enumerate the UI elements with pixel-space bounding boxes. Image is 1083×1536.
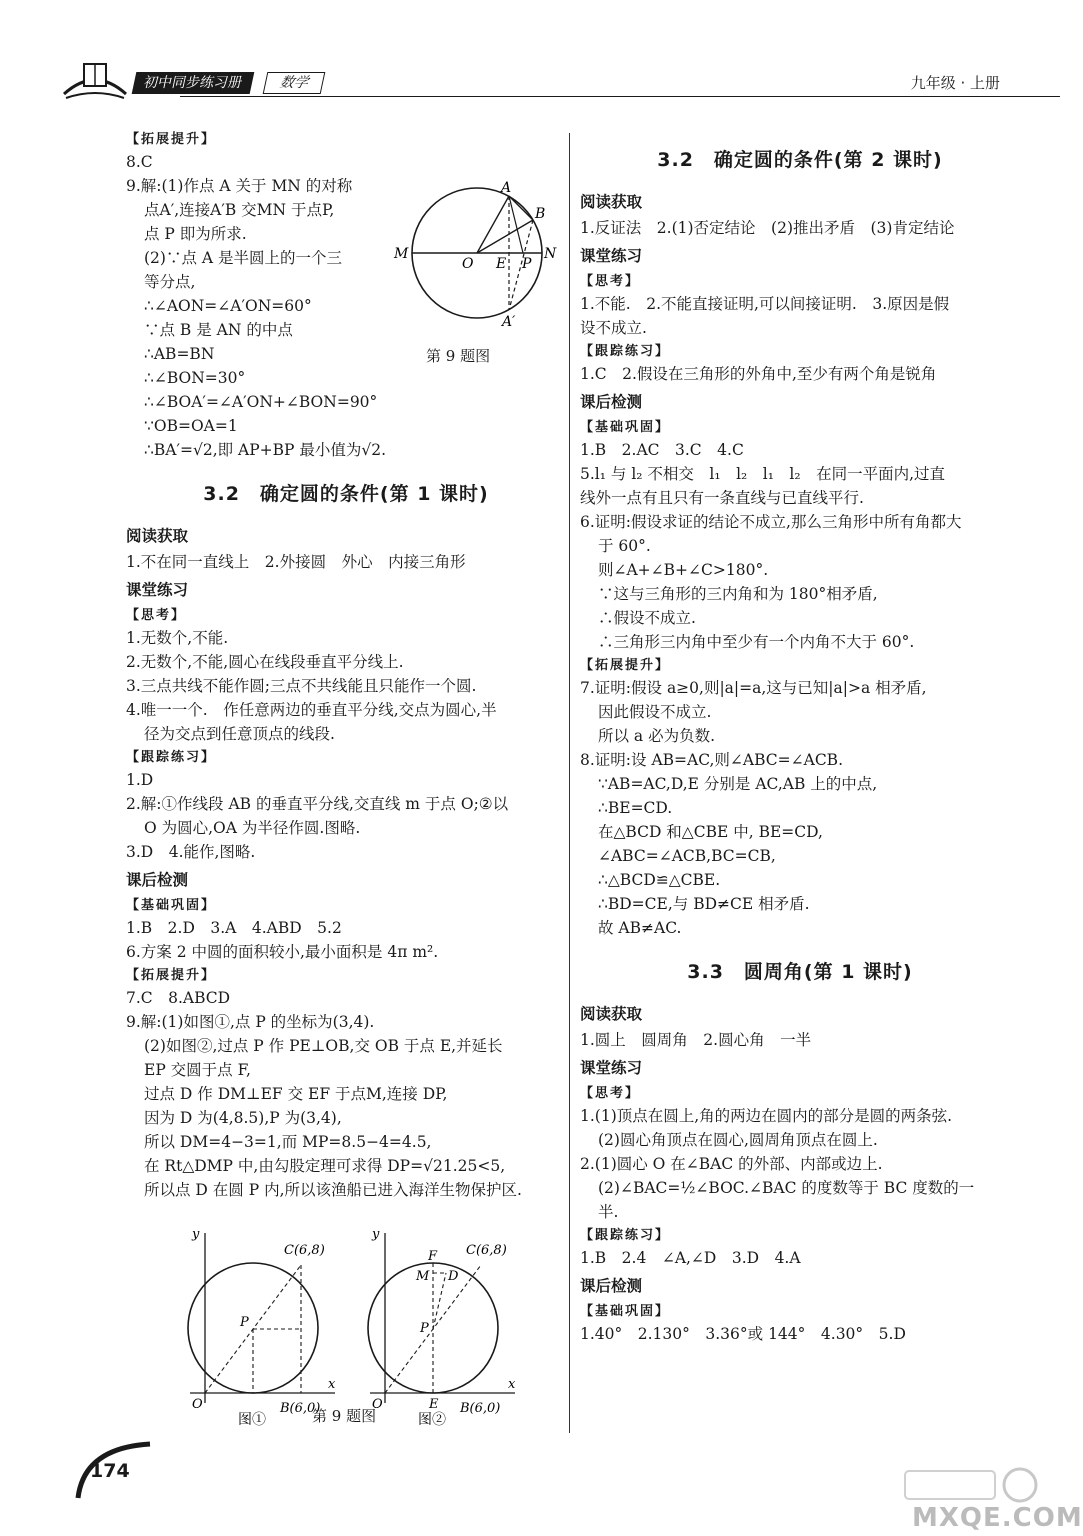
text-line: 故 AB≠AC. — [598, 919, 682, 937]
axis-x-label-2: x — [508, 1377, 516, 1392]
text-line: 点A′,连接A′B 交MN 于点P, — [144, 201, 335, 219]
subsection-tag: 【跟踪练习】 — [580, 1228, 671, 1243]
point-c-label-2: C(6,8) — [466, 1243, 507, 1258]
text-line: 1.不在同一直线上 2.外接圆 外心 内接三角形 — [126, 553, 466, 571]
point-d-label: D — [448, 1269, 459, 1284]
section-heading: 阅读获取 — [580, 193, 643, 211]
text-line: (2)∵点 A 是半圆上的一个三 — [144, 249, 343, 267]
point-m-label: M — [416, 1269, 430, 1284]
text-line: ∴△BCD≌△CBE. — [598, 871, 721, 889]
text-line: 线外一点有且只有一条直线与已直线平行. — [580, 489, 864, 507]
text-line: 7.证明:假设 a≥0,则|a|=a,这与已知|a|>a 相矛盾, — [580, 679, 927, 697]
label-e: E — [496, 256, 507, 272]
subsection-tag: 【思考】 — [580, 274, 641, 289]
point-p-label-2: P — [420, 1321, 429, 1336]
figure-2-label: 图② — [418, 1412, 446, 1428]
text-line: 半. — [598, 1203, 619, 1221]
point-f-label: F — [428, 1249, 438, 1264]
page-header — [60, 58, 1020, 102]
text-line: 1.40° 2.130° 3.36°或 144° 4.30° 5.D — [580, 1325, 906, 1343]
text-line: O 为圆心,OA 为半径作圆.图略. — [144, 819, 361, 837]
text-line: 1.B 2.4 ∠A,∠D 3.D 4.A — [580, 1249, 801, 1267]
text-line: ∴BE=CD. — [598, 799, 673, 817]
text-line: 1.B 2.D 3.A 4.ABD 5.2 — [126, 919, 342, 937]
subsection-tag: 【拓展提升】 — [126, 968, 217, 983]
text-line: 8.证明:设 AB=AC,则∠ABC=∠ACB. — [580, 751, 844, 769]
text-line: 1.不能. 2.不能直接证明,可以间接证明. 3.原因是假 — [580, 295, 950, 313]
text-line: ∴∠AON=∠A′ON=60° — [144, 297, 312, 315]
section-heading: 阅读获取 — [126, 527, 189, 545]
text-line: 因此假设不成立. — [598, 703, 712, 721]
subsection-tag: 【思考】 — [580, 1086, 641, 1101]
text-line: 5.l₁ 与 l₂ 不相交 l₁ l₂ l₁ l₂ 在同一平面内,过直 — [580, 465, 946, 483]
figure-q9-coordinates — [180, 1228, 520, 1428]
point-c-label-1: C(6,8) — [284, 1243, 325, 1258]
subsection-tag: 【基础巩固】 — [580, 1304, 671, 1319]
text-line: 1.D — [126, 771, 154, 789]
text-line: (2)∠BAC=½∠BOC.∠BAC 的度数等于 BC 度数的一 — [598, 1179, 975, 1197]
text-line: 1.C 2.假设在三角形的外角中,至少有两个角是锐角 — [580, 365, 937, 383]
section-heading: 课后检测 — [126, 871, 189, 889]
axis-y-label-1: y — [192, 1227, 200, 1242]
section-heading: 阅读获取 — [580, 1005, 643, 1023]
point-b-label-2: B(6,0) — [460, 1401, 501, 1416]
section-heading: 课后检测 — [580, 1277, 643, 1295]
text-line: 因为 D 为(4,8.5),P 为(3,4), — [144, 1109, 342, 1127]
axis-y-label-2: y — [372, 1227, 380, 1242]
section-title: 3.2 确定圆的条件(第 2 课时) — [657, 149, 943, 171]
text-line: 所以 a 必为负数. — [598, 727, 716, 745]
text-line: 于 60°. — [598, 537, 651, 555]
text-line: ∴∠BON=30° — [144, 369, 246, 387]
text-line: 3.D 4.能作,图略. — [126, 843, 256, 861]
figure-1-label: 图① — [238, 1412, 266, 1428]
text-line: EP 交圆于点 F, — [144, 1061, 251, 1079]
text-line: 1.(1)顶点在圆上,角的两边在圆内的部分是圆的两条弦. — [580, 1107, 953, 1125]
section-heading: 课堂练习 — [126, 581, 189, 599]
text-line: 所以点 D 在圆 P 内,所以该渔船已进入海洋生物保护区. — [144, 1181, 522, 1199]
text-line: ∵OB=OA=1 — [144, 417, 238, 435]
label-a-prime: A′ — [502, 314, 516, 330]
section-title: 3.3 圆周角(第 1 课时) — [687, 961, 913, 983]
text-line: 1.无数个,不能. — [126, 629, 229, 647]
text-line: 径为交点到任意顶点的线段. — [144, 725, 335, 743]
subsection-tag: 【思考】 — [126, 608, 187, 623]
text-line: 所以 DM=4−3=1,而 MP=8.5−4=4.5, — [144, 1133, 432, 1151]
point-p-label-1: P — [240, 1315, 249, 1330]
text-line: ∠ABC=∠ACB,BC=CB, — [598, 847, 776, 865]
text-line: (2)如图②,过点 P 作 PE⊥OB,交 OB 于点 E,并延长 — [144, 1037, 503, 1055]
text-line: 等分点, — [144, 273, 196, 291]
subject-label: 数学 — [263, 72, 326, 94]
text-line: 1.圆上 圆周角 2.圆心角 一半 — [580, 1031, 812, 1049]
figure-q9-circle — [392, 178, 562, 368]
text-line: ∴三角形三内角中至少有一个内角不大于 60°. — [598, 633, 915, 651]
text-line: 6.证明:假设求证的结论不成立,那么三角形中所有角都大 — [580, 513, 962, 531]
point-b-label-1: B(6,0) — [280, 1401, 321, 1416]
text-line: 9.解:(1)如图①,点 P 的坐标为(3,4). — [126, 1013, 375, 1031]
label-p: P — [522, 256, 532, 272]
text-line: 3.三点共线不能作圆;三点不共线能且只能作一个圆. — [126, 677, 477, 695]
text-line: 在 Rt△DMP 中,由勾股定理可求得 DP=√21.25<5, — [144, 1157, 506, 1175]
page-number: 174 — [90, 1460, 130, 1482]
label-n: N — [544, 246, 557, 262]
text-line: ∴BD=CE,与 BD≠CE 相矛盾. — [598, 895, 810, 913]
section-title: 3.2 确定圆的条件(第 1 课时) — [203, 483, 489, 505]
subsection-tag: 【跟踪练习】 — [126, 750, 217, 765]
label-b: B — [535, 206, 546, 222]
text-line: 2.解:①作线段 AB 的垂直平分线,交直线 m 于点 O;②以 — [126, 795, 509, 813]
text-line: 8.C — [126, 153, 153, 171]
text-line: 点 P 即为所求. — [144, 225, 247, 243]
section-heading: 课后检测 — [580, 393, 643, 411]
text-line: (2)圆心角顶点在圆心,圆周角顶点在圆上. — [598, 1131, 878, 1149]
header-rule — [180, 96, 1060, 97]
text-line: 设不成立. — [580, 319, 647, 337]
text-line: 9.解:(1)作点 A 关于 MN 的对称 — [126, 177, 353, 195]
text-line: 在△BCD 和△CBE 中, BE=CD, — [598, 823, 823, 841]
text-line: 过点 D 作 DM⊥EF 交 EF 于点M,连接 DP, — [144, 1085, 448, 1103]
text-line: ∵AB=AC,D,E 分别是 AC,AB 上的中点, — [598, 775, 878, 793]
origin-label-1: O — [192, 1397, 203, 1412]
text-line: 6.方案 2 中圆的面积较小,最小面积是 4π m². — [126, 943, 439, 961]
text-line: ∴∠BOA′=∠A′ON+∠BON=90° — [144, 393, 378, 411]
text-line: 1.B 2.AC 3.C 4.C — [580, 441, 744, 459]
watermark-text: MXQE.COM — [912, 1503, 1083, 1533]
subsection-tag: 【拓展提升】 — [126, 132, 217, 147]
text-line: ∵点 B 是 AN 的中点 — [144, 321, 293, 339]
book-title: 初中同步练习册 — [132, 72, 255, 94]
text-line: 2.(1)圆心 O 在∠BAC 的外部、内部或边上. — [580, 1155, 883, 1173]
text-line: 4.唯一一个. 作任意两边的垂直平分线,交点为圆心,半 — [126, 701, 497, 719]
section-heading: 课堂练习 — [580, 247, 643, 265]
figure-caption-top: 第 9 题图 — [426, 347, 491, 365]
subsection-tag: 【基础巩固】 — [126, 898, 217, 913]
origin-label-2: O — [372, 1397, 383, 1412]
text-line: ∴BA′=√2,即 AP+BP 最小值为√2. — [144, 441, 387, 459]
text-line: ∵这与三角形的三内角和为 180°相矛盾, — [598, 585, 878, 603]
axis-x-label-1: x — [328, 1377, 336, 1392]
text-line: ∴AB=BN — [144, 345, 215, 363]
figure-caption-bottom: 第 9 题图 — [312, 1407, 377, 1425]
book-logo-icon — [60, 58, 130, 102]
text-line: 1.反证法 2.(1)否定结论 (2)推出矛盾 (3)肯定结论 — [580, 219, 955, 237]
label-m: M — [394, 246, 409, 262]
grade-label: 九年级 · 上册 — [910, 74, 1000, 92]
subsection-tag: 【跟踪练习】 — [580, 344, 671, 359]
text-line: 7.C 8.ABCD — [126, 989, 231, 1007]
column-divider — [569, 133, 570, 1433]
subsection-tag: 【基础巩固】 — [580, 420, 671, 435]
section-heading: 课堂练习 — [580, 1059, 643, 1077]
text-line: 2.无数个,不能,圆心在线段垂直平分线上. — [126, 653, 404, 671]
text-line: 则∠A+∠B+∠C>180°. — [598, 561, 769, 579]
label-a: A — [501, 180, 512, 196]
right-column — [580, 128, 1020, 1346]
subsection-tag: 【拓展提升】 — [580, 658, 671, 673]
text-line: ∴假设不成立. — [598, 609, 696, 627]
label-o: O — [462, 256, 474, 272]
point-e-label: E — [429, 1397, 439, 1412]
